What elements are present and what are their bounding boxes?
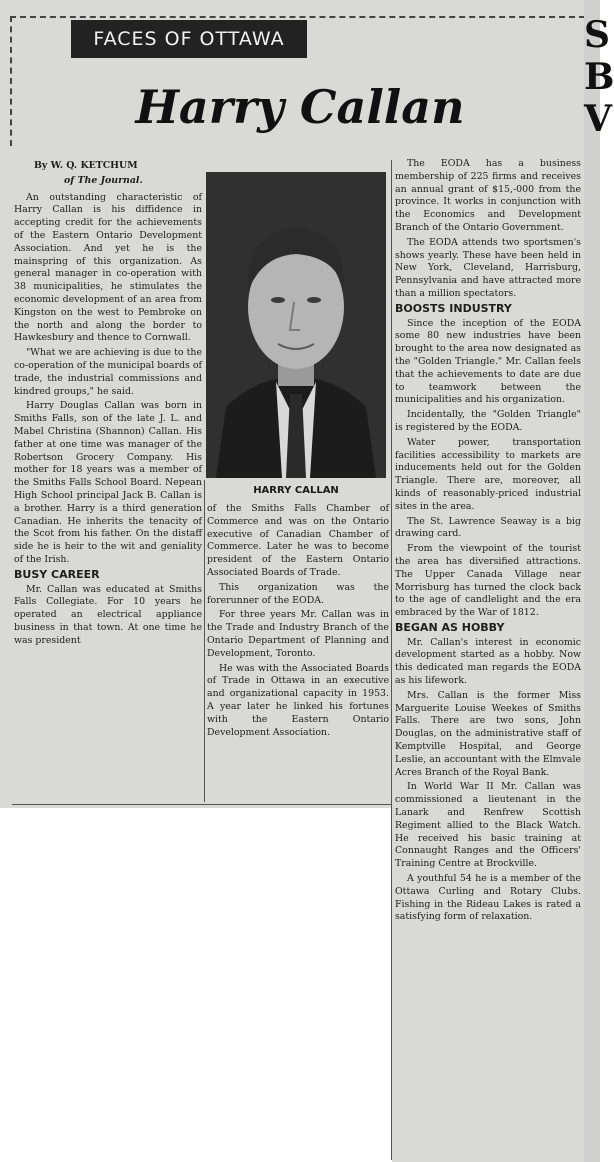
cut-headline-letter: V bbox=[584, 98, 612, 140]
portrait-illustration bbox=[206, 172, 386, 478]
left-dashed-rule bbox=[10, 16, 12, 146]
column-3 bbox=[395, 158, 581, 926]
paragraph: A youthful 54 he is a member of the Ottawa Curling and Rotary Clubs. Fishing in the Rideau Lakes is rated a satisfying form of relaxation. bbox=[395, 873, 581, 923]
paragraph: Water power, transportation facilities accessibility to markets are inducements held out for the Golden Triangle. There are, moreover, all kinds of reasonably-priced industrial sites in the area. bbox=[395, 436, 581, 512]
paragraph: Since the inception of the EODA some 80 new industries have been brought to the area now designated as the "Golden Triangle." Mr. Callan feels that the achievements to date are due to teamwork between the municipalities and his organization. bbox=[395, 317, 581, 406]
byline: By W. Q. KETCHUM bbox=[34, 160, 138, 171]
paragraph: From the viewpoint of the tourist the area has diversified attractions. The Upper Canada Village near Morrisburg has turned the clock back to the age of candlelight and the era embraced by the War of 1812. bbox=[395, 543, 581, 619]
paragraph: Mrs. Callan is the former Miss Marguerite Louise Weekes of Smiths Falls. There are two sons, John Douglas, on the administrative staff of Kemptville Hospital, and George Leslie, an accountant with the Elmvale Acres Branch of the Royal Bank. bbox=[395, 689, 581, 778]
section-header: FACES OF OTTAWA bbox=[71, 20, 307, 58]
paragraph: Mr. Callan was educated at Smiths Falls Collegiate. For 10 years he operated an electrical appliance business in that town. At one time he was president bbox=[14, 583, 202, 646]
subhead: BUSY CAREER bbox=[14, 567, 100, 581]
paragraph: of the Smiths Falls Chamber of Commerce and was on the Ontario executive of Canadian Chamber of Commerce. Later he was to become president of the Eastern Ontario Associated Boards of Trade. bbox=[207, 503, 389, 578]
subhead: BEGAN AS HOBBY bbox=[395, 620, 505, 634]
paragraph: Harry Douglas Callan was born in Smiths Falls, son of the late J. L. and Mabel Christina (Shannon) Callan. His father at one time was manager of the Robertson Grocery Company. His mother for 18 years was a member of the Smiths Falls School Board. Nepean High School principal Jack B. Callan is a brother. Harry is a third generation Canadian. He inherits the tenacity of the Scot from his father. On the distaff side he is heir to the wit and geniality of the Irish. bbox=[14, 400, 202, 565]
adjacent-article-edge bbox=[584, 0, 614, 1162]
column-2 bbox=[207, 503, 389, 741]
top-dashed-rule bbox=[10, 16, 585, 19]
column-rule bbox=[391, 160, 392, 1160]
cut-headline-letter: B bbox=[584, 56, 614, 98]
paragraph: This organization was the forerunner of the EODA. bbox=[207, 581, 389, 606]
byline-source: of The Journal. bbox=[64, 174, 143, 186]
paragraph: He was with the Associated Boards of Trade in Ottawa in an executive and organizational capacity in 1953. A year later he linked his fortunes with the Eastern Ontario Development Association. bbox=[207, 662, 389, 738]
portrait-photo bbox=[206, 172, 386, 478]
paragraph: "What we are achieving is due to the co-operation of the municipal boards of trade, the industrial commissions and kindred groups," he said. bbox=[14, 347, 202, 397]
column-rule bbox=[12, 804, 392, 805]
paragraph: For three years Mr. Callan was in the Trade and Industry Branch of the Ontario Department of Planning and Development, Toronto. bbox=[207, 609, 389, 659]
subhead: BOOSTS INDUSTRY bbox=[395, 301, 512, 315]
paragraph: Incidentally, the "Golden Triangle" is registered by the EODA. bbox=[395, 409, 581, 433]
cut-headline-letter: S bbox=[584, 14, 610, 56]
paragraph: The EODA attends two sportsmen's shows yearly. These have been held in New York, Cleveland, Harrisburg, Pennsylvania and have attracted more than a million spectators. bbox=[395, 236, 581, 299]
column-1 bbox=[14, 160, 202, 649]
paragraph: Mr. Callan's interest in economic development started as a hobby. Now this dedicated man regards the EODA as his lifework. bbox=[395, 636, 581, 687]
column-rule bbox=[204, 480, 205, 802]
paragraph: The St. Lawrence Seaway is a big drawing card. bbox=[395, 515, 581, 540]
article-headline: Harry Callan bbox=[135, 80, 465, 134]
photo-caption: HARRY CALLAN bbox=[253, 485, 339, 496]
paragraph: An outstanding characteristic of Harry Callan is his diffidence in accepting credit for the achievements of the Eastern Ontario Development Association. And yet he is the mainspring of this organization. As general manager in co-operation with 38 municipalities, he stimulates the economic development of an area from Kingston on the west to Pembroke on the north and along the border to Hawkesbury and thence to Cornwall. bbox=[14, 191, 202, 344]
paragraph: In World War II Mr. Callan was commissioned a lieutenant in the Lanark and Renfrew Scottish Regiment allied to the Black Watch. He received his basic training at Connaught Ranges and the Officers' Training Centre at Brockville. bbox=[395, 781, 581, 870]
paragraph: The EODA has a business membership of 225 firms and receives an annual grant of $15,-000 from the province. It works in conjunction with the Economics and Development Branch of the Ontario Government. bbox=[395, 158, 581, 233]
